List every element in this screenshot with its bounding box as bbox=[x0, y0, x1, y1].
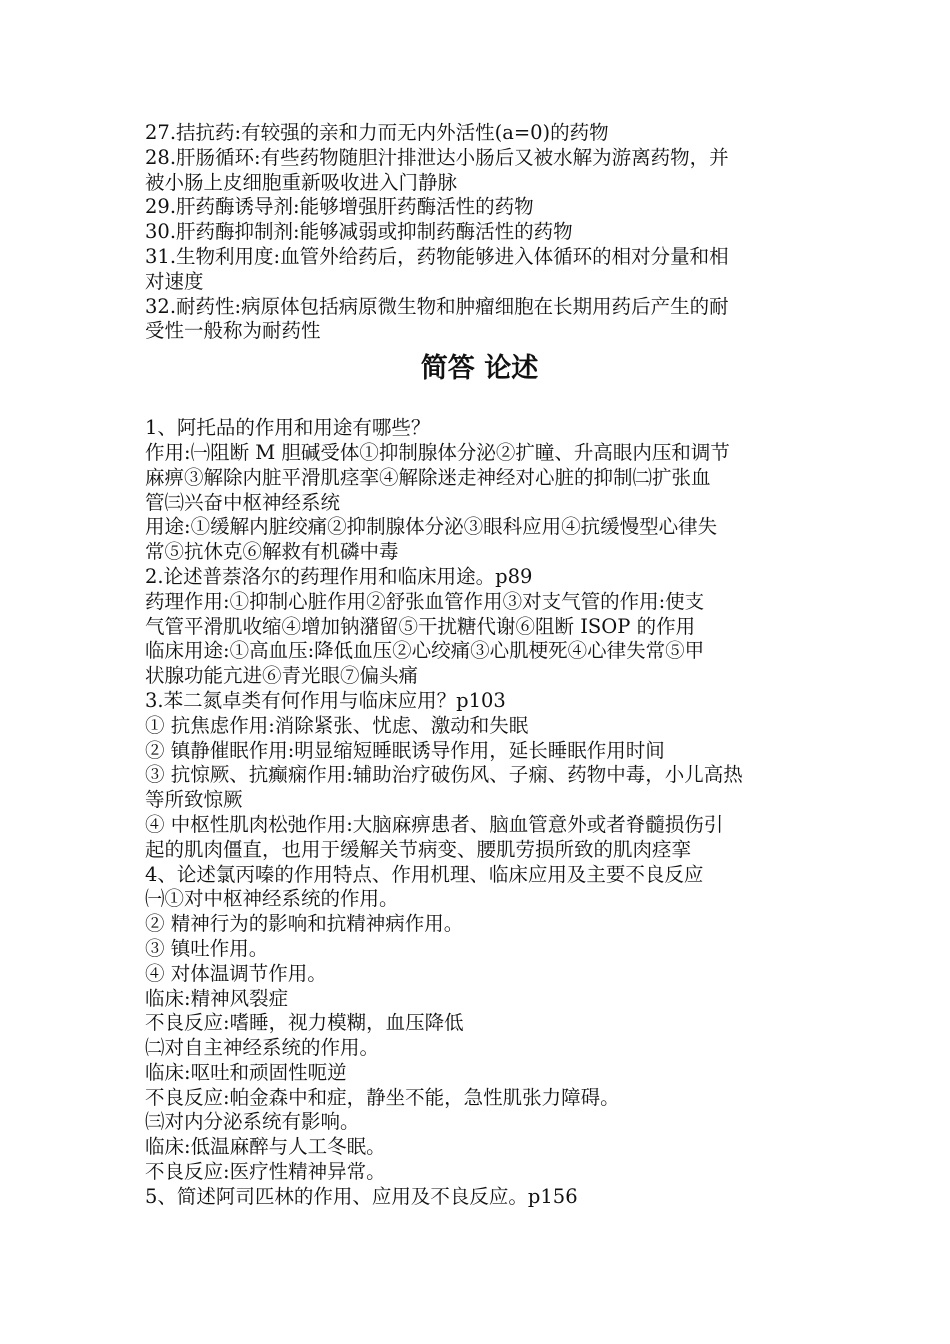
definition-item bbox=[145, 245, 810, 295]
definition-item bbox=[145, 146, 810, 196]
definition-line: 被小肠上皮细胞重新吸收进入门静脉 bbox=[145, 170, 458, 194]
definition-item bbox=[145, 295, 810, 345]
answer-line: 不良反应:帕金森中和症，静坐不能，急性肌张力障碍。 bbox=[145, 1085, 620, 1109]
answer-line: ② 精神行为的影响和抗精神病作用。 bbox=[145, 912, 464, 936]
answer-line: 常⑤抗休克⑥解救有机磷中毒 bbox=[145, 540, 399, 564]
answer-line: ㈢对内分泌系统有影响。 bbox=[145, 1110, 360, 1134]
section-spacer bbox=[145, 392, 810, 416]
answer-line: 麻痹③解除内脏平滑肌痉挛④解除迷走神经对心脏的抑制㈡扩张血 bbox=[145, 465, 711, 489]
answer-line: 临床用途:①高血压:降低血压②心绞痛③心肌梗死④心律失常⑤甲 bbox=[145, 639, 705, 663]
answer-line: ㈠①对中枢神经系统的作用。 bbox=[145, 887, 399, 911]
answer-list bbox=[145, 416, 810, 1210]
answer-line: 气管平滑肌收缩④增加钠潴留⑤干扰糖代谢⑥阻断 ISOP 的作用 bbox=[145, 614, 696, 638]
definition-line: 29.肝药酶诱导剂:能够增强肝药酶活性的药物 bbox=[145, 195, 534, 219]
definition-line: 30.肝药酶抑制剂:能够减弱或抑制药酶活性的药物 bbox=[145, 220, 573, 244]
answer-line: ④ 中枢性肌肉松弛作用:大脑麻痹患者、脑血管意外或者脊髓损伤引 bbox=[145, 812, 724, 836]
answer-line: 临床:低温麻醉与人工冬眠。 bbox=[145, 1135, 386, 1159]
answer-line: ② 镇静催眠作用:明显缩短睡眠诱导作用，延长睡眠作用时间 bbox=[145, 738, 665, 762]
answer-line: 药理作用:①抑制心脏作用②舒张血管作用③对支气管的作用:使支 bbox=[145, 589, 705, 613]
answer-line: ④ 对体温调节作用。 bbox=[145, 961, 327, 985]
definition-line: 受性一般称为耐药性 bbox=[145, 319, 321, 343]
question-line: 2.论述普萘洛尔的药理作用和临床用途。p89 bbox=[145, 564, 533, 588]
answer-line: 临床:呕吐和顽固性呃逆 bbox=[145, 1060, 347, 1084]
definition-item bbox=[145, 121, 810, 146]
definition-line: 27.拮抗药:有较强的亲和力而无内外活性(a=0)的药物 bbox=[145, 121, 609, 144]
question-line: 3.苯二氮卓类有何作用与临床应用？p103 bbox=[145, 688, 506, 712]
question-line: 1、阿托品的作用和用途有哪些？ bbox=[145, 416, 431, 440]
answer-line: 用途:①缓解内脏绞痛②抑制腺体分泌③眼科应用④抗缓慢型心律失 bbox=[145, 515, 718, 539]
answer-line: 作用:㈠阻断 M 胆碱受体①抑制腺体分泌②扩瞳、升高眼内压和调节 bbox=[145, 440, 730, 464]
definition-line: 32.耐药性:病原体包括病原微生物和肿瘤细胞在长期用药后产生的耐 bbox=[145, 294, 729, 318]
section-title: 简答 论述 bbox=[420, 353, 539, 385]
question-line: 4、论述氯丙嗪的作用特点、作用机理、临床应用及主要不良反应 bbox=[145, 862, 704, 886]
answer-line: ① 抗焦虑作用:消除紧张、忧虑、激动和失眠 bbox=[145, 713, 529, 737]
definition-list bbox=[145, 121, 810, 344]
definition-line: 对速度 bbox=[145, 269, 204, 293]
answer-line: 不良反应:嗜睡，视力模糊，血压降低 bbox=[145, 1011, 464, 1035]
answer-line: ③ 镇吐作用。 bbox=[145, 936, 269, 960]
answer-line: ㈡对自主神经系统的作用。 bbox=[145, 1036, 380, 1060]
definition-line: 31.生物利用度:血管外给药后，药物能够进入体循环的相对分量和相 bbox=[145, 244, 729, 268]
answer-line: 状腺功能亢进⑥青光眼⑦偏头痛 bbox=[145, 664, 419, 688]
answer-line: 不良反应:医疗性精神异常。 bbox=[145, 1160, 386, 1184]
answer-line: 等所致惊厥 bbox=[145, 788, 243, 812]
question-line: 5、简述阿司匹林的作用、应用及不良反应。p156 bbox=[145, 1184, 578, 1208]
answer-line: 临床:精神风裂症 bbox=[145, 986, 289, 1010]
definition-item bbox=[145, 220, 810, 245]
document-body bbox=[145, 121, 810, 1210]
answer-line: 起的肌肉僵直，也用于缓解关节病变、腰肌劳损所致的肌肉痉挛 bbox=[145, 837, 692, 861]
definition-line: 28.肝肠循环:有些药物随胆汁排泄达小肠后又被水解为游离药物，并 bbox=[145, 145, 729, 169]
answer-line: 管㈢兴奋中枢神经系统 bbox=[145, 490, 341, 514]
answer-line: ③ 抗惊厥、抗癫痫作用:辅助治疗破伤风、子痫、药物中毒，小儿高热 bbox=[145, 763, 743, 787]
definition-item bbox=[145, 195, 810, 220]
